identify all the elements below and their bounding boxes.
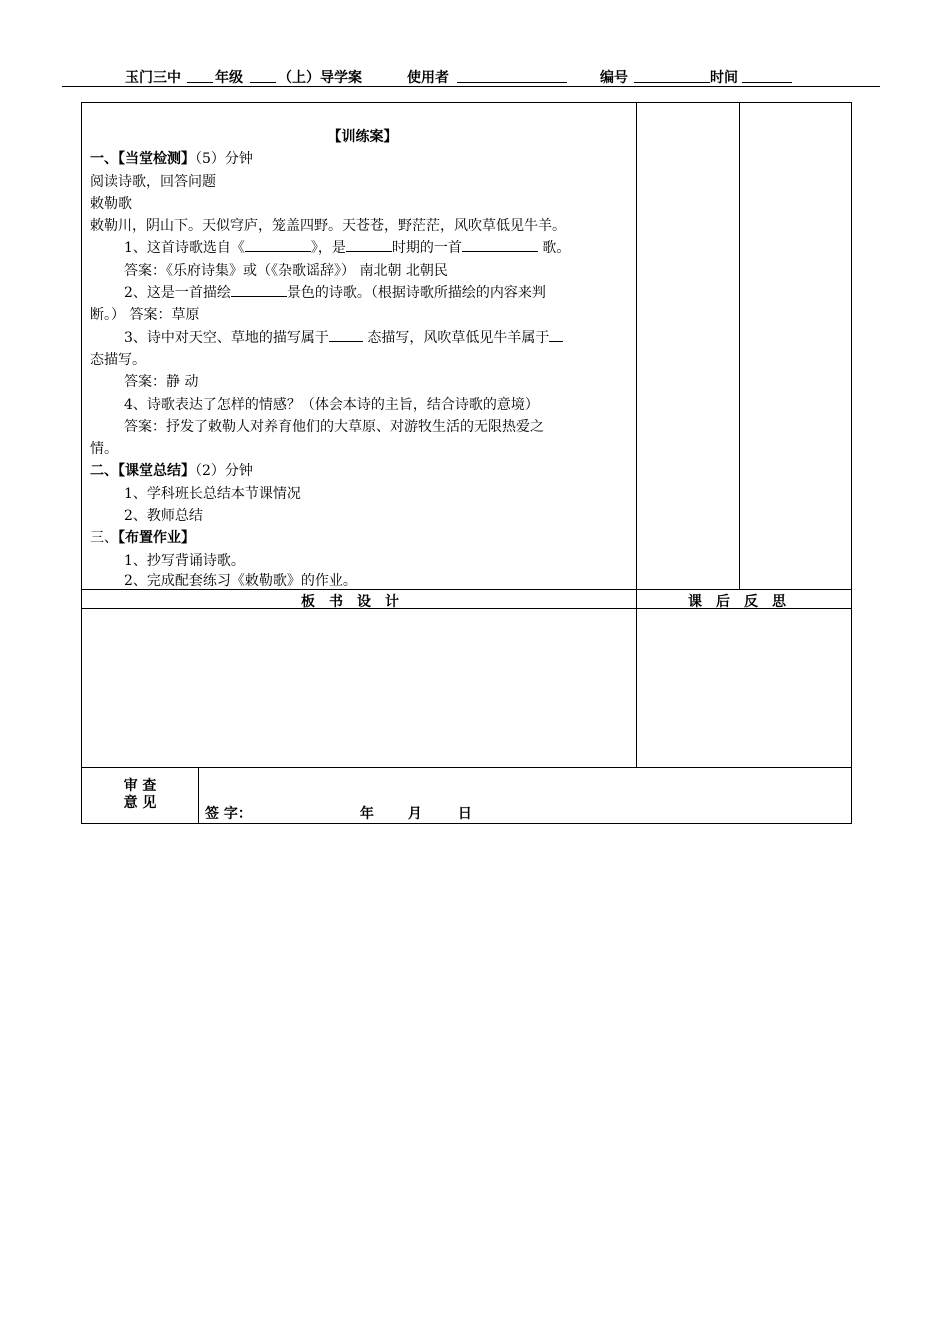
row-line-3 [81,767,852,768]
section-2-heading: 二、【课堂总结】（2）分钟 [90,463,253,480]
question-2: 2、这是一首描绘 景色的诗歌。（根据诗歌所描绘的内容来判 [90,282,635,304]
poem-title: 敕勒歌 [90,195,132,212]
header-time-blank [742,67,792,83]
header-term: （上）导学案 [278,70,362,86]
header-grade-blank [187,67,213,83]
poem-text: 敕勒川，阴山下。天似穹庐，笼盖四野。天苍苍，野茫茫，风吹草低见牛羊。 [90,218,566,235]
question-1: 1、这首诗歌选自《 》，是 时期的一首 歌。 [90,237,635,259]
review-label: 审 查 意 见 [123,778,157,811]
training-content [90,126,635,590]
divider-review [198,767,199,824]
header-grade: 年级 [215,70,243,86]
answer-4: 答案：抒发了敕勒人对养育他们的大草原、对游牧生活的无限热爱之 [124,418,544,435]
reflection-label: 课后反思 [688,594,800,610]
question-3-cont: 态描写。 [90,351,146,368]
summary-item: 1、学科班长总结本节课情况 [124,485,301,502]
header-number: 编号 [600,70,628,86]
question-3: 3、诗中对天空、草地的描写属于 态描写，风吹草低见牛羊属于 [90,327,635,349]
header-school: 玉门三中 [125,70,181,86]
question-4: 4、诗歌表达了怎样的情感？（体会本诗的主旨，结合诗歌的意境） [124,396,539,413]
homework-item: 1、抄写背诵诗歌。 [124,552,245,569]
header-user: 使用者 [407,70,449,86]
page-header [62,62,880,87]
section-title: 【训练案】 [327,129,398,145]
divider-main [636,102,637,767]
question-2-cont: 断。） 答案：草原 [90,307,200,324]
answer-3: 答案：静 动 [124,374,199,391]
board-design-label: 板书设计 [301,594,413,610]
answer-1: 答案：《乐府诗集》或（《杂歌谣辞》） 南北朝 北朝民 [124,262,448,279]
header-time: 时间 [710,70,738,86]
section-1-heading: 一、【当堂检测】（5）分钟 [90,151,253,168]
summary-item: 2、教师总结 [124,508,203,525]
header-grade2-blank [250,67,276,83]
divider-right [739,102,740,589]
reading-intro: 阅读诗歌，回答问题 [90,173,216,190]
section-3-heading: 三、【布置作业】 [90,530,195,547]
signature-line: 签 字： 年 月 日 [205,806,472,822]
header-number-blank [634,67,710,83]
answer-4-cont: 情。 [90,441,118,458]
homework-item: 2、完成配套练习《敕勒歌》的作业。 [124,572,357,589]
header-user-blank [457,67,567,83]
